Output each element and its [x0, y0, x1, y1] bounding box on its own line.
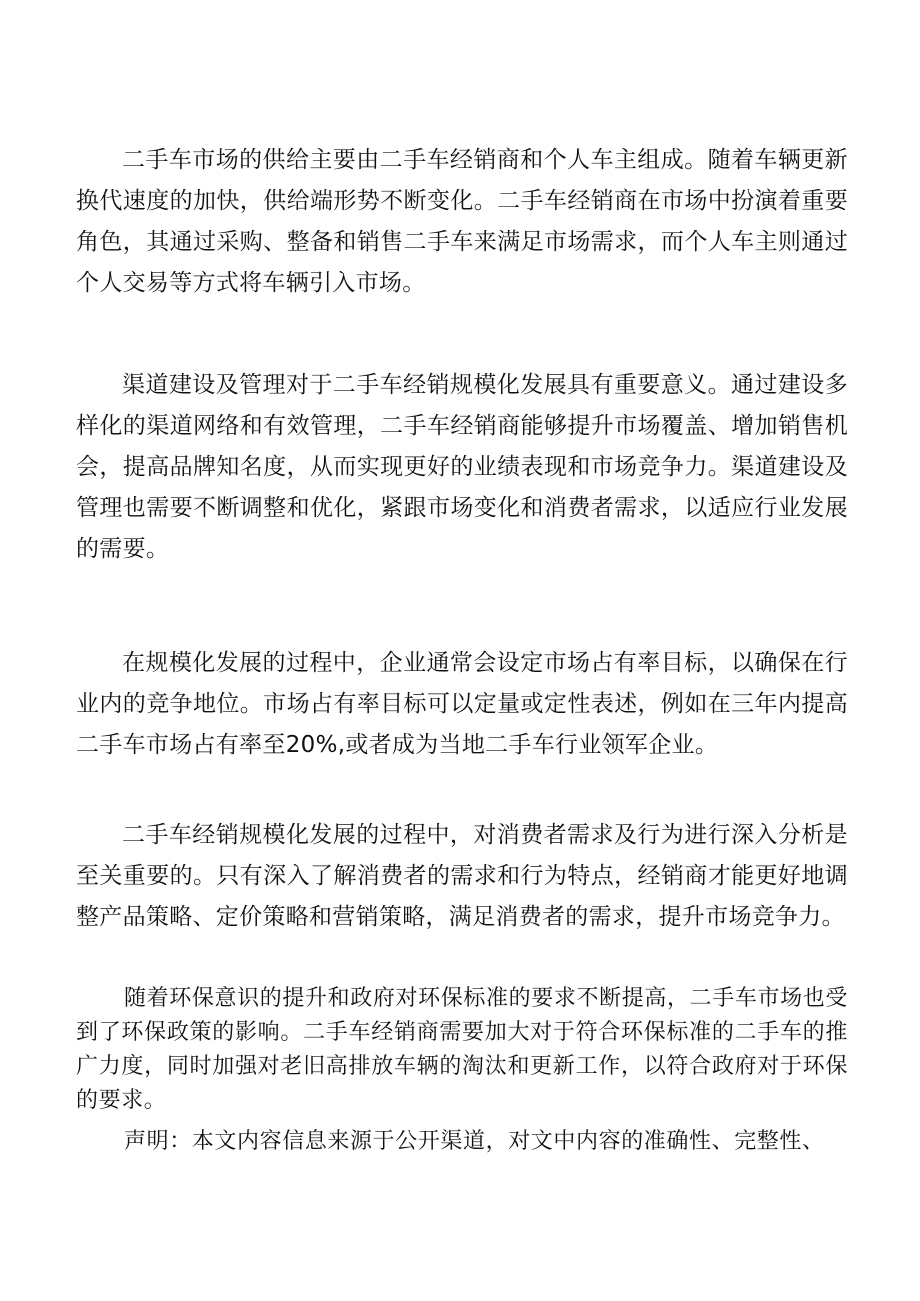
paragraph-supply: 二手车市场的供给主要由二手车经销商和个人车主组成。随着车辆更新换代速度的加快，供给端形势不断变化。二手车经销商在市场中扮演着重要角色，其通过采购、整备和销售二手车来满足市场需求，而个人车主则通过个人交易等方式将车辆引入市场。: [76, 147, 848, 296]
paragraph-disclaimer: 声明：本文内容信息来源于公开渠道，对文中内容的准确性、完整性、: [124, 1129, 825, 1154]
paragraph-market-share: 在规模化发展的过程中，企业通常会设定市场占有率目标，以确保在行业内的竞争地位。市场占有率目标可以定量或定性表述，例如在三年内提高二手车市场占有率至20%,或者成为当地二手车行业领军企业。: [76, 650, 848, 758]
paragraph-environmental-policy: 随着环保意识的提升和政府对环保标准的要求不断提高，二手车市场也受到了环保政策的影响。二手车经销商需要加大对于符合环保标准的二手车的推广力度，同时加强对老旧高排放车辆的淘汰和更新工作，以符合政府对于环保的要求。: [76, 986, 848, 1113]
paragraph-consumer-analysis: 二手车经销规模化发展的过程中，对消费者需求及行为进行深入分析是至关重要的。只有深入了解消费者的需求和行为特点，经销商才能更好地调整产品策略、定价策略和营销策略，满足消费者的需求，提升市场竞争力。: [76, 822, 848, 930]
paragraph-channels: 渠道建设及管理对于二手车经销规模化发展具有重要意义。通过建设多样化的渠道网络和有效管理，二手车经销商能够提升市场覆盖、增加销售机会，提高品牌知名度，从而实现更好的业绩表现和市场竞争力。渠道建设及管理也需要不断调整和优化，紧跟市场变化和消费者需求，以适应行业发展的需要。: [76, 372, 848, 562]
